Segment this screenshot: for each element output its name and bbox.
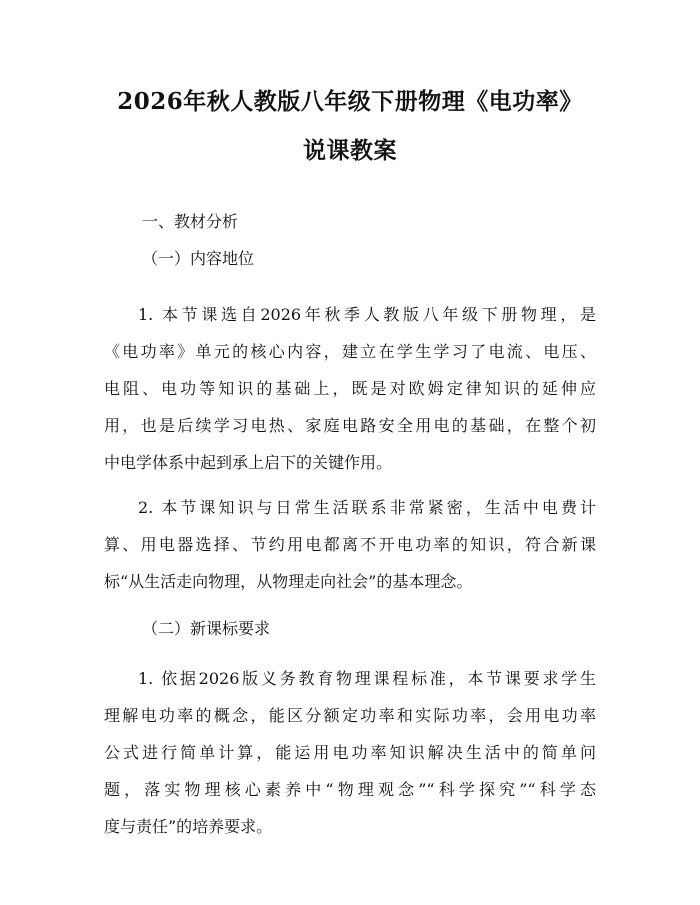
- paragraph-line: 用，也是后续学习电热、家庭电路安全用电的基础，在整个初: [104, 416, 596, 435]
- paragraph-line: 电阻、电功等知识的基础上，既是对欧姆定律知识的延伸应: [104, 379, 596, 398]
- paragraph-line: 题，落实物理核心素养中“物理观念”“科学探究”“科学态: [104, 780, 596, 799]
- paragraph-line: 度与责任”的培养要求。: [104, 817, 273, 836]
- paragraph-3: [104, 660, 596, 845]
- paragraph-line: 公式进行简单计算，能运用电功率知识解决生活中的简单问: [104, 743, 596, 762]
- paragraph-line: 理解电功率的概念，能区分额定功率和实际功率，会用电功率: [104, 706, 596, 725]
- paragraph-line: 算、用电器选择、节约用电都离不开电功率的知识，符合新课: [104, 535, 596, 554]
- paragraph-2: [104, 489, 596, 600]
- document-title-line1: 2026年秋人教版八年级下册物理《电功率》: [117, 88, 583, 115]
- paragraph-line: 标“从生活走向物理，从物理走向社会”的基本理念。: [104, 572, 473, 591]
- paragraph-line: 1. 本节课选自2026年秋季人教版八年级下册物理，是: [138, 305, 596, 324]
- paragraph-1: [104, 296, 596, 481]
- paragraph-line: 中电学体系中起到承上启下的关键作用。: [104, 453, 393, 472]
- paragraph-line: 2. 本节课知识与日常生活联系非常紧密，生活中电费计: [138, 498, 596, 517]
- paragraph-line: 1. 依据2026版义务教育物理课程标准，本节课要求学生: [138, 669, 596, 688]
- subsection-heading-curriculum-requirements: （二）新课标要求: [142, 619, 271, 638]
- document-title-line2: 说课教案: [303, 137, 397, 164]
- paragraph-line: 《电功率》单元的核心内容，建立在学生学习了电流、电压、: [104, 342, 596, 361]
- subsection-heading-content-position: （一）内容地位: [142, 249, 255, 268]
- section-heading: 一、教材分析: [142, 212, 239, 231]
